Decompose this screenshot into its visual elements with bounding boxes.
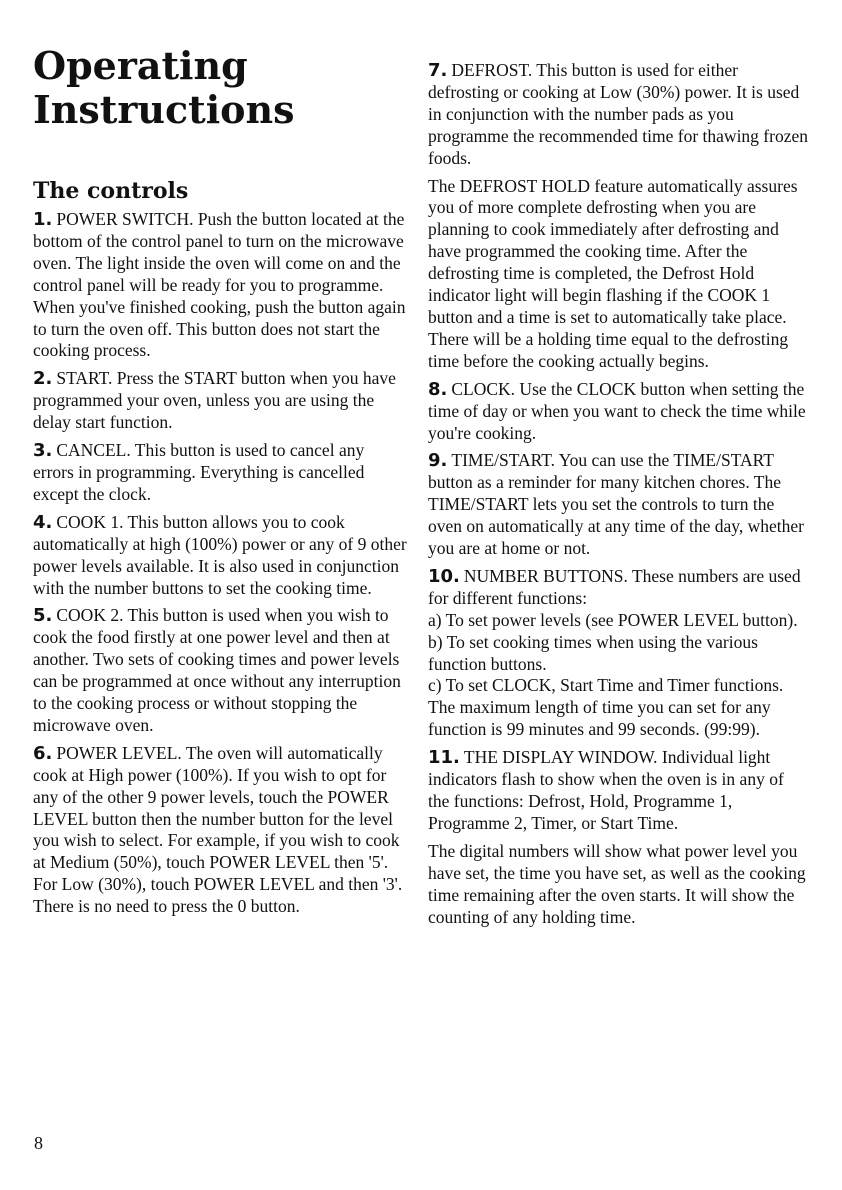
right-column <box>428 60 808 934</box>
item-text: CANCEL. This button is used to cancel any errors in programming. Everything is cancelled except the clock. <box>33 440 365 504</box>
item-text: COOK 1. This button allows you to cook automatically at high (100%) power or any of 9 other power levels available. It is also used in conjunction with the number buttons to set the cooking time. <box>33 511 407 598</box>
title-line-2: Instructions <box>33 87 295 132</box>
item-number: 11. <box>428 747 460 769</box>
control-item-11 <box>428 747 808 835</box>
defrost-hold-paragraph: The DEFROST HOLD feature automatically assures you of more complete defrosting when you are planning to cook immediately after defrosting and have programmed the cooking time. After the defrosting time is completed, the Defrost Hold indicator light will begin flashing if the COOK 1 button and a time is set to automatically take place. There will be a holding time equal to the defrosting time before the cooking actually begins. <box>428 175 798 371</box>
item-number: 3. <box>33 440 53 462</box>
control-item-8 <box>428 379 808 445</box>
item-number: 5. <box>33 605 53 627</box>
item-text: COOK 2. This button is used when you wish to cook the food firstly at one power level and then at another. Two sets of cooking times and power levels can be programmed at once without any interruption to the cooking process or without stopping the microwave oven. <box>33 605 401 735</box>
item-number: 9. <box>428 450 448 472</box>
item-text: CLOCK. Use the CLOCK button when setting the time of day or when you want to check the time while you're cooking. <box>428 378 806 443</box>
control-item-7 <box>428 60 808 170</box>
item-text: START. Press the START button when you have programmed your oven, unless you are using the delay start function. <box>33 368 396 433</box>
control-item-4 <box>33 512 409 600</box>
item-text: NUMBER BUTTONS. These numbers are used for different functions: <box>428 565 801 608</box>
control-item-2 <box>33 368 409 434</box>
page-number: 8 <box>34 1133 43 1153</box>
item-number: 4. <box>33 511 53 533</box>
left-column <box>33 209 409 924</box>
item-number: 7. <box>428 60 448 81</box>
section-heading: The controls <box>33 178 189 204</box>
item-10-max-time: The maximum length of time you can set for any function is 99 minutes and 99 seconds. (99:99). <box>428 697 771 740</box>
item-text: POWER SWITCH. Push the button located at the bottom of the control panel to turn on the microwave oven. The light inside the oven will come on and the control panel will be ready for you to programme. When you've finished cooking, push the button again to turn the oven off. This button does not start the cooking process. <box>33 209 406 361</box>
control-item-3 <box>33 440 409 506</box>
item-number: 6. <box>33 742 53 764</box>
item-10-sub-a: a) To set power levels (see POWER LEVEL button). <box>428 609 798 630</box>
item-number: 1. <box>33 209 53 230</box>
item-number: 8. <box>428 378 448 400</box>
control-item-1 <box>33 209 409 362</box>
item-10-intro <box>428 566 808 610</box>
item-text: TIME/START. You can use the TIME/START button as a reminder for many kitchen chores. The TIME/START lets you set the controls to turn the oven on automatically at any time of the day, whether you are at home or not. <box>428 450 804 559</box>
page-title <box>33 44 393 132</box>
item-number: 2. <box>33 368 53 390</box>
digital-numbers-paragraph: The digital numbers will show what power level you have set, the time you have set, as well as the cooking time remaining after the oven starts. It will show the counting of any holding time. <box>428 840 806 927</box>
item-text: THE DISPLAY WINDOW. Individual light indicators flash to show when the oven is in any of the functions: Defrost, Hold, Programme 1, Programme 2, Timer, or Start Time. <box>428 747 784 833</box>
item-10-sub-c: c) To set CLOCK, Start Time and Timer functions. <box>428 675 784 696</box>
item-number: 10. <box>428 565 460 587</box>
item-text: POWER LEVEL. The oven will automatically cook at High power (100%). If you wish to opt for any of the other 9 power levels, touch the POWER LEVEL button then the number button for the level you wish to select. For example, if you wish to cook at Medium (50%), touch POWER LEVEL then '5'. For Low (30%), touch POWER LEVEL and then '3'. There is no need to press the 0 button. <box>33 742 403 917</box>
control-item-5 <box>33 605 409 736</box>
title-line-1: Operating <box>33 43 248 88</box>
control-item-6 <box>33 743 409 918</box>
control-item-10 <box>428 566 808 741</box>
item-10-sub-b: b) To set cooking times when using the various function buttons. <box>428 631 758 674</box>
control-item-9 <box>428 450 808 560</box>
item-text: DEFROST. This button is used for either defrosting or cooking at Low (30%) power. It is used in conjunction with the number pads as you programme the recommended time for thawing frozen foods. <box>428 60 808 168</box>
